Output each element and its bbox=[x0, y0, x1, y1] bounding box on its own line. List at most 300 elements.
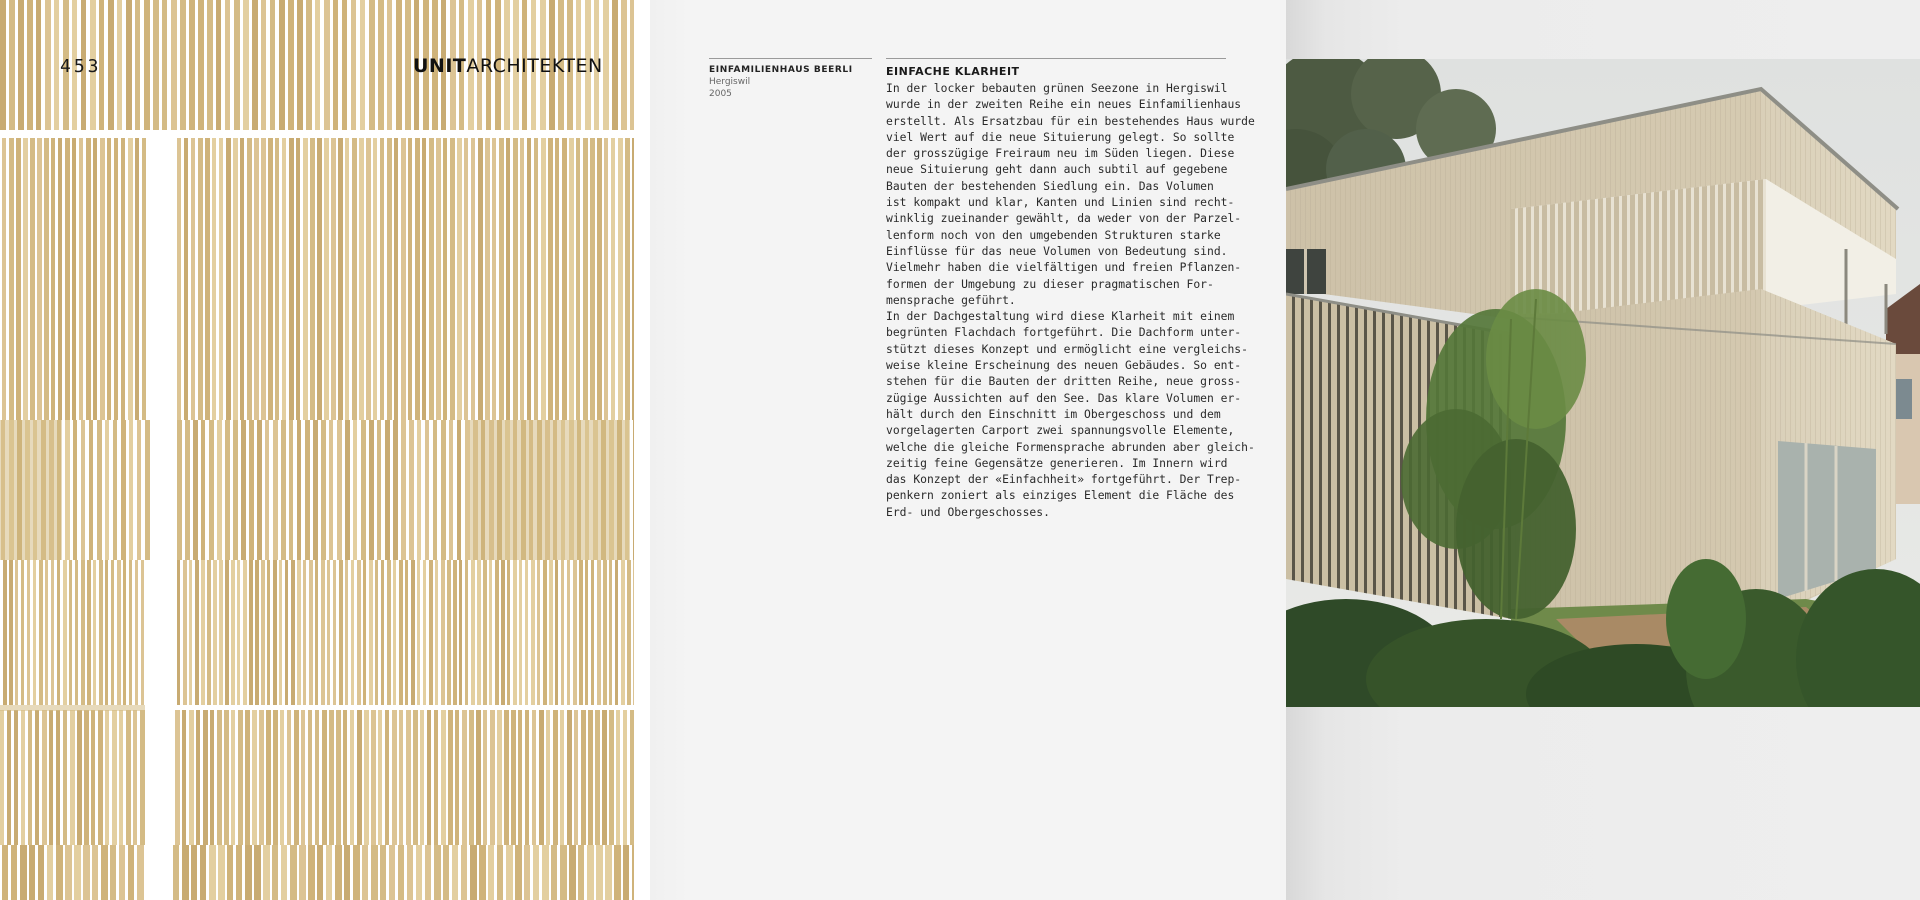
wood-slat bbox=[317, 845, 323, 900]
wood-slat bbox=[627, 560, 631, 705]
wood-slat bbox=[344, 845, 350, 900]
wood-slat bbox=[532, 710, 536, 845]
wood-slat bbox=[245, 845, 252, 900]
wood-slat bbox=[20, 845, 27, 900]
wood-slat bbox=[45, 560, 48, 705]
wood-slat bbox=[84, 710, 89, 845]
wood-slat bbox=[42, 710, 47, 845]
text-line: das Konzept der «Einfachheit» fortgeführt. Der Trep- bbox=[886, 472, 1242, 487]
wood-slat bbox=[126, 0, 132, 130]
wood-slat bbox=[182, 710, 186, 845]
wood-slat bbox=[9, 138, 14, 420]
text-line: welche die gleiche Formensprache abrunden aber gleich- bbox=[886, 439, 1255, 454]
wood-slat bbox=[29, 845, 35, 900]
text-line: winklig zueinander gewählt, da weder von der Parzel- bbox=[886, 211, 1242, 226]
wood-slat bbox=[65, 420, 70, 560]
wood-slat bbox=[527, 138, 531, 420]
wood-slat bbox=[380, 138, 384, 420]
wood-slat bbox=[193, 420, 198, 560]
wood-slat bbox=[309, 560, 313, 705]
wood-slat bbox=[507, 560, 510, 705]
wood-slat bbox=[189, 560, 192, 705]
wood-slat bbox=[417, 420, 421, 560]
wood-slat bbox=[569, 845, 576, 900]
wood-slat bbox=[345, 420, 350, 560]
wood-slat bbox=[105, 710, 109, 845]
wood-slat bbox=[33, 560, 36, 705]
wood-slat bbox=[245, 710, 250, 845]
wood-slat bbox=[497, 845, 503, 900]
wood-slat bbox=[465, 420, 470, 560]
wood-slat bbox=[97, 420, 102, 560]
brand-logo-bold: UNIT bbox=[413, 55, 467, 77]
wood-slat bbox=[212, 138, 216, 420]
wood-slat bbox=[189, 0, 195, 130]
wood-slat bbox=[333, 560, 336, 705]
text-line: In der Dachgestaltung wird diese Klarheit mit einem bbox=[886, 309, 1235, 324]
wood-slat bbox=[605, 845, 612, 900]
wood-slat bbox=[27, 560, 30, 705]
wood-slat bbox=[464, 138, 468, 420]
wood-slat bbox=[336, 710, 341, 845]
wood-slat bbox=[279, 560, 282, 705]
wood-slat bbox=[144, 0, 150, 130]
wood-slat bbox=[111, 560, 114, 705]
wood-slat bbox=[209, 420, 214, 560]
wood-slat bbox=[30, 138, 35, 420]
wood-slat bbox=[205, 138, 210, 420]
wood-slat bbox=[449, 420, 453, 560]
wood-slat bbox=[299, 845, 306, 900]
wood-slat bbox=[353, 845, 360, 900]
wood-slat bbox=[362, 845, 368, 900]
wood-slat bbox=[581, 710, 586, 845]
wood-slat bbox=[265, 420, 269, 560]
wood-slat bbox=[603, 0, 609, 130]
wood-slat bbox=[378, 710, 382, 845]
wood-slat bbox=[490, 710, 495, 845]
wood-slat bbox=[198, 0, 204, 130]
wood-slat bbox=[363, 560, 366, 705]
wood-slat bbox=[119, 845, 125, 900]
wood-slat bbox=[15, 560, 18, 705]
wood-slat bbox=[369, 560, 373, 705]
wood-slat bbox=[45, 0, 51, 130]
wood-slat bbox=[321, 560, 325, 705]
wood-slat bbox=[177, 420, 182, 560]
wood-slat bbox=[108, 0, 114, 130]
wood-slat bbox=[110, 845, 116, 900]
photo-page bbox=[1286, 0, 1920, 900]
wood-slat bbox=[469, 710, 474, 845]
wood-slat bbox=[39, 560, 43, 705]
wood-slat bbox=[145, 420, 150, 560]
wood-slat bbox=[308, 710, 312, 845]
wood-slat bbox=[569, 138, 574, 420]
wood-slat bbox=[184, 138, 188, 420]
wood-slat bbox=[324, 138, 329, 420]
wood-slat bbox=[406, 710, 411, 845]
wood-slat bbox=[0, 710, 4, 845]
wood-slat bbox=[603, 560, 607, 705]
wood-slat bbox=[98, 710, 103, 845]
wood-slat bbox=[275, 138, 279, 420]
wood-slat bbox=[65, 845, 72, 900]
wood-slat bbox=[457, 420, 461, 560]
wood-slat bbox=[73, 420, 77, 560]
wood-slat bbox=[429, 138, 434, 420]
wood-slat bbox=[182, 845, 189, 900]
wood-slat bbox=[255, 560, 259, 705]
wood-slat bbox=[604, 138, 608, 420]
wood-slat bbox=[542, 845, 549, 900]
wood-slat bbox=[107, 138, 111, 420]
wood-slat bbox=[252, 710, 257, 845]
wood-slat bbox=[531, 560, 535, 705]
wood-slat-pattern bbox=[0, 0, 650, 900]
wood-slat bbox=[462, 710, 467, 845]
text-line: mensprache geführt. bbox=[886, 292, 1016, 307]
wood-slat bbox=[470, 845, 477, 900]
wood-slat bbox=[353, 420, 357, 560]
wood-slat bbox=[57, 560, 60, 705]
wood-slat bbox=[407, 845, 413, 900]
wood-slat bbox=[597, 138, 602, 420]
wood-slat bbox=[128, 138, 133, 420]
wood-slat bbox=[21, 710, 25, 845]
wood-slat bbox=[189, 710, 194, 845]
brand-logo-light: ARCHITEKTEN bbox=[466, 55, 603, 77]
wood-slat bbox=[9, 0, 15, 130]
wood-slat bbox=[231, 710, 235, 845]
wood-slat bbox=[247, 138, 252, 420]
wood-slat bbox=[173, 845, 179, 900]
wood-slat bbox=[137, 420, 141, 560]
wood-slat bbox=[497, 710, 502, 845]
wood-slat bbox=[101, 845, 108, 900]
wood-slat bbox=[524, 845, 530, 900]
wood-slat bbox=[49, 710, 53, 845]
wood-slat bbox=[381, 560, 384, 705]
wood-slat bbox=[371, 710, 376, 845]
wood-slat bbox=[226, 138, 231, 420]
wood-slat bbox=[621, 560, 625, 705]
wood-slat bbox=[573, 560, 577, 705]
wood-slat bbox=[236, 845, 242, 900]
project-title: EINFAMILIENHAUS BEERLI bbox=[709, 65, 853, 75]
wood-slat bbox=[99, 560, 103, 705]
wood-slat bbox=[297, 0, 303, 130]
text-line: Einflüsse für das neue Volumen von Bedeutung sind. bbox=[886, 243, 1228, 258]
wood-slat bbox=[609, 560, 612, 705]
wood-slat bbox=[385, 420, 390, 560]
wood-slat bbox=[615, 560, 618, 705]
wood-slat bbox=[270, 0, 275, 130]
wood-slat bbox=[140, 710, 145, 845]
wood-slat bbox=[352, 138, 357, 420]
wood-slat bbox=[162, 0, 167, 130]
wood-slat bbox=[201, 560, 205, 705]
wood-slat bbox=[366, 138, 371, 420]
wood-slat bbox=[392, 710, 397, 845]
wood-slat bbox=[0, 0, 6, 130]
wood-slat bbox=[287, 710, 291, 845]
wood-panel bbox=[470, 420, 630, 560]
wood-slat bbox=[483, 710, 487, 845]
text-line: zeitig feine Gegensätze generieren. Im Innern wird bbox=[886, 455, 1228, 470]
wood-slat bbox=[285, 560, 288, 705]
wood-slat bbox=[359, 138, 364, 420]
wood-slat bbox=[399, 560, 403, 705]
wood-slat bbox=[153, 0, 159, 130]
wood-slat bbox=[583, 138, 588, 420]
wood-slat bbox=[313, 420, 318, 560]
wood-slat bbox=[117, 0, 122, 130]
wood-slat bbox=[207, 0, 213, 130]
wood-slat bbox=[263, 845, 270, 900]
wood-slat bbox=[296, 138, 300, 420]
wood-slat bbox=[387, 0, 392, 130]
wood-slat bbox=[519, 560, 522, 705]
wood-slat bbox=[310, 138, 315, 420]
wood-slat bbox=[476, 710, 481, 845]
wood-slat bbox=[54, 0, 59, 130]
wood-slat bbox=[198, 138, 203, 420]
wood-slat bbox=[135, 560, 138, 705]
wood-slat bbox=[387, 560, 391, 705]
wood-slat bbox=[233, 420, 238, 560]
wood-slat bbox=[324, 0, 330, 130]
wood-slat bbox=[393, 420, 398, 560]
wood-slat bbox=[394, 138, 398, 420]
wood-slat bbox=[345, 560, 348, 705]
wood-slat bbox=[63, 710, 67, 845]
wood-slat bbox=[243, 0, 249, 130]
wood-slat bbox=[511, 710, 516, 845]
wood-slat bbox=[254, 845, 261, 900]
wood-slat bbox=[218, 845, 225, 900]
wood-slat bbox=[315, 710, 319, 845]
wood-slat bbox=[2, 138, 6, 420]
wood-slat bbox=[329, 710, 334, 845]
wood-slat bbox=[233, 138, 238, 420]
wood-slat bbox=[326, 845, 332, 900]
wood-slat bbox=[455, 710, 459, 845]
wood-slat bbox=[113, 420, 117, 560]
text-line: der grosszügige Freiraum neu im Süden liegen. Diese bbox=[886, 146, 1235, 161]
text-line: stützt dieses Konzept und ermöglicht eine vergleichs- bbox=[886, 341, 1248, 356]
wood-slat bbox=[249, 420, 254, 560]
wood-slat bbox=[37, 138, 42, 420]
wood-slat bbox=[441, 420, 446, 560]
wood-slat bbox=[630, 710, 634, 845]
wood-slat bbox=[562, 138, 567, 420]
project-year: 2005 bbox=[709, 89, 732, 99]
wood-slat bbox=[389, 845, 395, 900]
wood-slat bbox=[297, 420, 301, 560]
wood-slat bbox=[213, 560, 217, 705]
wood-slat bbox=[576, 138, 580, 420]
wood-slat bbox=[9, 560, 13, 705]
wood-slat bbox=[291, 560, 295, 705]
wood-slat bbox=[28, 710, 32, 845]
wood-slat bbox=[409, 420, 414, 560]
wood-slat bbox=[200, 845, 206, 900]
wood-slat bbox=[612, 0, 618, 130]
wood-slat bbox=[471, 138, 475, 420]
wood-slat bbox=[70, 710, 75, 845]
wood-slat bbox=[459, 560, 462, 705]
text-line: begrünten Flachdach fortgeführt. Die Dachform unter- bbox=[886, 325, 1242, 340]
wood-slat bbox=[35, 710, 39, 845]
wood-slat bbox=[427, 710, 431, 845]
wood-slat bbox=[241, 420, 246, 560]
wood-slat bbox=[501, 560, 505, 705]
wood-slat bbox=[441, 560, 445, 705]
text-line: erstellt. Als Ersatzbau für ein bestehendes Haus wurde bbox=[886, 113, 1255, 128]
wood-slat bbox=[191, 845, 197, 900]
wood-slat bbox=[279, 0, 285, 130]
wood-slat bbox=[378, 0, 384, 130]
wood-slat bbox=[579, 560, 583, 705]
wood-slat bbox=[611, 138, 615, 420]
wood-slat bbox=[281, 845, 287, 900]
project-place: Hergiswil bbox=[709, 77, 751, 87]
wood-slat bbox=[268, 138, 273, 420]
wood-slat bbox=[401, 420, 406, 560]
text-line: zügige Aussichten auf den See. Das klare Volumen er- bbox=[886, 390, 1242, 405]
text-line: formen der Umgebung zu dieser pragmatischen For- bbox=[886, 276, 1214, 291]
wood-slat bbox=[413, 710, 418, 845]
text-page bbox=[650, 0, 1286, 900]
wood-slat bbox=[266, 710, 271, 845]
wood-slat bbox=[434, 845, 441, 900]
wood-slat bbox=[305, 420, 310, 560]
wood-slat bbox=[375, 560, 378, 705]
wood-slat bbox=[231, 560, 235, 705]
wood-slat bbox=[357, 560, 361, 705]
wood-slat bbox=[303, 138, 308, 420]
text-line: lenform noch von den umgebenden Strukturen starke bbox=[886, 227, 1221, 242]
wood-slat bbox=[315, 0, 320, 130]
wood-slat bbox=[2, 845, 8, 900]
wood-slat bbox=[273, 560, 277, 705]
wood-slat bbox=[408, 138, 412, 420]
wood-slat bbox=[433, 420, 437, 560]
wood-slat bbox=[393, 560, 396, 705]
wood-slat bbox=[331, 138, 336, 420]
wood-slat bbox=[335, 845, 342, 900]
wood-slat bbox=[72, 138, 76, 420]
wood-slat bbox=[423, 560, 426, 705]
wood-slat bbox=[479, 845, 486, 900]
wood-slat bbox=[561, 560, 564, 705]
wood-slat bbox=[513, 138, 518, 420]
wood-slat bbox=[399, 710, 403, 845]
wood-slat bbox=[225, 0, 230, 130]
wood-slat bbox=[261, 0, 266, 130]
wood-slat bbox=[100, 138, 105, 420]
wood-slat bbox=[537, 560, 540, 705]
wood-slat bbox=[219, 560, 223, 705]
wood-slat bbox=[27, 0, 33, 130]
wood-slat bbox=[322, 710, 327, 845]
wood-slat bbox=[65, 138, 70, 420]
wood-slat bbox=[492, 138, 496, 420]
wood-slat bbox=[11, 845, 17, 900]
wood-slat bbox=[123, 560, 126, 705]
wood-slat bbox=[401, 138, 406, 420]
wood-slat bbox=[425, 845, 431, 900]
wood-slat bbox=[548, 138, 553, 420]
wood-slat bbox=[489, 560, 492, 705]
wood-slat bbox=[183, 560, 187, 705]
cover-edge bbox=[634, 0, 650, 900]
wood-slat bbox=[129, 560, 132, 705]
wood-slat bbox=[373, 138, 377, 420]
wood-slat bbox=[63, 560, 67, 705]
wood-slat bbox=[350, 710, 354, 845]
wood-slat bbox=[240, 138, 244, 420]
wood-slat bbox=[92, 845, 98, 900]
wood-slat bbox=[478, 138, 483, 420]
text-line: Vielmehr haben die vielfältigen und freien Pflanzen- bbox=[886, 260, 1242, 275]
wood-slat bbox=[555, 560, 558, 705]
wood-slat bbox=[555, 138, 559, 420]
wood-slat bbox=[485, 138, 490, 420]
article-heading: EINFACHE KLARHEIT bbox=[886, 65, 1020, 78]
project-meta bbox=[709, 58, 872, 100]
wood-slat bbox=[117, 560, 121, 705]
wood-slat bbox=[369, 420, 374, 560]
wood-slat bbox=[398, 845, 404, 900]
wood-slat bbox=[333, 0, 338, 130]
wood-slat bbox=[543, 560, 547, 705]
text-line: ist kompakt und klar, Kanten und Linien sind recht- bbox=[886, 195, 1235, 210]
wood-slat bbox=[234, 0, 240, 130]
wood-slat bbox=[447, 560, 451, 705]
wood-slat bbox=[387, 138, 392, 420]
wood-slat bbox=[238, 710, 243, 845]
wood-slat bbox=[297, 560, 301, 705]
wood-slat bbox=[81, 420, 85, 560]
wood-slat bbox=[499, 138, 504, 420]
wood-slat bbox=[465, 560, 468, 705]
wood-slat bbox=[180, 0, 186, 130]
wood-slat bbox=[126, 710, 131, 845]
wood-slat bbox=[69, 560, 72, 705]
text-line: hält durch den Einschnitt im Obergeschoss und dem bbox=[886, 406, 1221, 421]
text-line: In der locker bebauten grünen Seezone in Hergiswil bbox=[886, 81, 1228, 95]
wood-slat bbox=[515, 845, 522, 900]
wood-slat bbox=[596, 845, 603, 900]
article-paragraph-2 bbox=[886, 308, 1255, 520]
wood-slat bbox=[289, 138, 294, 420]
wood-slat bbox=[377, 420, 381, 560]
wood-slat bbox=[177, 138, 181, 420]
wood-slat bbox=[105, 420, 109, 560]
wood-slat bbox=[369, 0, 375, 130]
wood-slat bbox=[261, 560, 265, 705]
wood-slat bbox=[560, 845, 567, 900]
wood-slat bbox=[595, 710, 600, 845]
wood-slat bbox=[77, 710, 82, 845]
wood-slat bbox=[396, 0, 402, 130]
wood-slat bbox=[371, 845, 378, 900]
text-line: viel Wert auf die neue Situierung gelegt. So sollte bbox=[886, 129, 1235, 144]
wood-slat bbox=[342, 0, 347, 130]
wood-slat bbox=[435, 560, 438, 705]
